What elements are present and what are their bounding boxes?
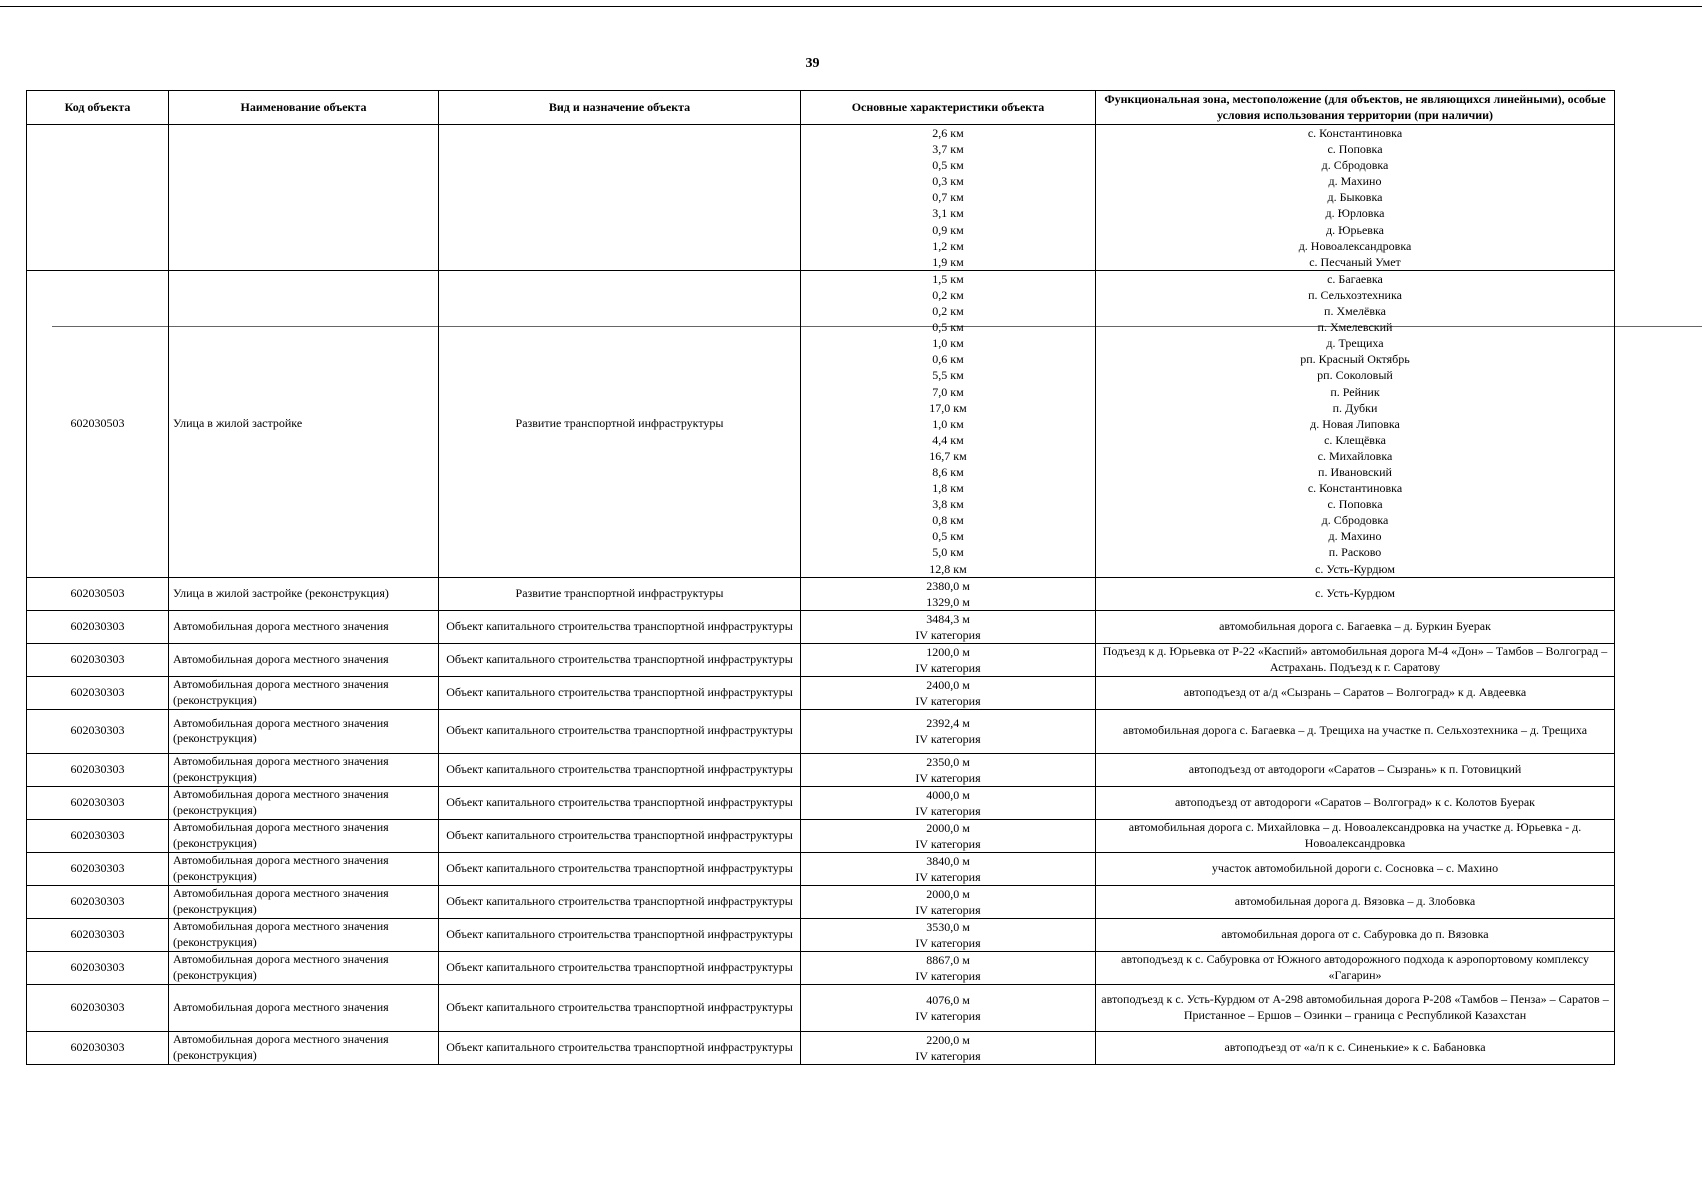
- place-item: д. Сбродовка: [1321, 158, 1389, 173]
- characteristics-cell: [801, 709, 1096, 753]
- table-row: [27, 709, 1615, 753]
- zone-cell: автомобильная дорога с. Багаевка – д. Трещиха на участке п. Сельхозтехника – д. Трещиха: [1096, 709, 1615, 753]
- table-row: [27, 819, 1615, 852]
- length-item: 3,8 км: [932, 497, 964, 512]
- table-row-continuation: [27, 125, 1615, 271]
- place-item: рп. Соколовый: [1317, 368, 1393, 383]
- place-item: п. Дубки: [1332, 400, 1378, 415]
- code-cell: 602030503: [27, 577, 169, 610]
- length-item: 1,0 км: [932, 416, 964, 431]
- place-item: п. Хмелевский: [1317, 320, 1393, 335]
- place-item: п. Хмелёвка: [1324, 304, 1386, 319]
- characteristic-line: IV категория: [915, 660, 981, 675]
- table-row: [27, 1031, 1615, 1064]
- length-item: 3,1 км: [932, 206, 964, 221]
- place-item: д. Махино: [1328, 529, 1382, 544]
- code-cell: 602030303: [27, 918, 169, 951]
- characteristic-line: IV категория: [915, 803, 981, 818]
- length-item: 5,0 км: [932, 545, 964, 560]
- table-row: [27, 676, 1615, 709]
- zone-cell: с. Усть-Курдюм: [1096, 577, 1615, 610]
- characteristic-line: 1200,0 м: [926, 644, 970, 659]
- length-item: 1,2 км: [932, 238, 964, 253]
- zone-cell: Подъезд к д. Юрьевка от Р-22 «Каспий» автомобильная дорога М-4 «Дон» – Тамбов – Волгоград – Астрахань. Подъезд к г. Саратову: [1096, 643, 1615, 676]
- length-item: 0,5 км: [932, 158, 964, 173]
- header-zone: Функциональная зона, местоположение (для объектов, не являющихся линейными), особые условия использования территории (при наличии): [1096, 91, 1615, 125]
- code-cell: 602030303: [27, 786, 169, 819]
- characteristics-cell: [801, 852, 1096, 885]
- characteristic-line: 3530,0 м: [926, 919, 970, 934]
- length-item: 12,8 км: [929, 561, 967, 576]
- place-item: д. Сбродовка: [1321, 513, 1389, 528]
- type-cell: Объект капитального строительства транспортной инфраструктуры: [439, 885, 801, 918]
- place-item: п. Расково: [1328, 545, 1382, 560]
- characteristic-line: 8867,0 м: [926, 952, 970, 967]
- code-cell: 602030303: [27, 819, 169, 852]
- zone-cell: автомобильная дорога от с. Сабуровка до п. Вязовка: [1096, 918, 1615, 951]
- characteristics-cell: [801, 918, 1096, 951]
- characteristic-line: 4076,0 м: [926, 992, 970, 1007]
- length-item: 7,0 км: [932, 384, 964, 399]
- length-item: 8,6 км: [932, 464, 964, 479]
- type-cell: Объект капитального строительства транспортной инфраструктуры: [439, 643, 801, 676]
- scan-edge-top: [0, 6, 1702, 7]
- characteristic-line: IV категория: [915, 627, 981, 642]
- characteristics-cell: [801, 643, 1096, 676]
- lengths-cell: [801, 270, 1096, 577]
- name-cell: Автомобильная дорога местного значения (реконструкция): [169, 676, 439, 709]
- type-cell: Развитие транспортной инфраструктуры: [439, 577, 801, 610]
- length-item: 1,5 км: [932, 271, 964, 286]
- type-cell: [439, 125, 801, 271]
- type-cell: Объект капитального строительства транспортной инфраструктуры: [439, 951, 801, 984]
- type-cell: Объект капитального строительства транспортной инфраструктуры: [439, 984, 801, 1031]
- code-cell: 602030303: [27, 643, 169, 676]
- length-item: 0,5 км: [932, 320, 964, 335]
- length-item: 2,6 км: [932, 126, 964, 140]
- characteristic-line: IV категория: [915, 869, 981, 884]
- code-cell: 602030303: [27, 1031, 169, 1064]
- zone-cell: автомобильная дорога д. Вязовка – д. Злобовка: [1096, 885, 1615, 918]
- length-item: 0,2 км: [932, 304, 964, 319]
- characteristics-cell: [801, 819, 1096, 852]
- characteristic-line: 2000,0 м: [926, 820, 970, 835]
- characteristics-cell: [801, 951, 1096, 984]
- characteristic-line: 2392,4 м: [926, 716, 970, 731]
- characteristic-line: IV категория: [915, 732, 981, 747]
- length-item: 5,5 км: [932, 368, 964, 383]
- zone-cell: автоподъезд к с. Сабуровка от Южного автодорожного подхода к аэропортовому комплексу «Гагарин»: [1096, 951, 1615, 984]
- header-characteristics: Основные характеристики объекта: [801, 91, 1096, 125]
- name-cell: Автомобильная дорога местного значения (реконструкция): [169, 709, 439, 753]
- name-cell: Автомобильная дорога местного значения (реконструкция): [169, 885, 439, 918]
- place-item: с. Усть-Курдюм: [1315, 561, 1395, 576]
- characteristic-line: IV категория: [915, 1048, 981, 1063]
- table-row: [27, 951, 1615, 984]
- place-item: с. Константиновка: [1307, 481, 1403, 496]
- characteristics-cell: [801, 885, 1096, 918]
- characteristics-cell: [801, 786, 1096, 819]
- code-cell: 602030303: [27, 676, 169, 709]
- characteristic-line: 1329,0 м: [926, 594, 970, 609]
- name-cell: Автомобильная дорога местного значения (реконструкция): [169, 786, 439, 819]
- name-cell: Автомобильная дорога местного значения (реконструкция): [169, 951, 439, 984]
- code-cell: 602030303: [27, 984, 169, 1031]
- length-item: 0,6 км: [932, 352, 964, 367]
- code-cell: 602030303: [27, 610, 169, 643]
- length-item: 16,7 км: [929, 448, 967, 463]
- characteristic-line: 3484,3 м: [926, 611, 970, 626]
- place-item: с. Поповка: [1327, 142, 1383, 157]
- name-cell: [169, 125, 439, 271]
- length-item: 0,5 км: [932, 529, 964, 544]
- characteristic-line: IV категория: [915, 968, 981, 983]
- length-item: 0,9 км: [932, 222, 964, 237]
- place-item: с. Багаевка: [1327, 271, 1383, 286]
- zone-cell: автоподъезд от автодороги «Саратов – Волгоград» к с. Колотов Буерак: [1096, 786, 1615, 819]
- type-cell: Объект капитального строительства транспортной инфраструктуры: [439, 852, 801, 885]
- type-cell: Объект капитального строительства транспортной инфраструктуры: [439, 1031, 801, 1064]
- table-row: [27, 984, 1615, 1031]
- name-cell: Улица в жилой застройке (реконструкция): [169, 577, 439, 610]
- table-row: [27, 643, 1615, 676]
- characteristic-line: IV категория: [915, 935, 981, 950]
- characteristic-line: 3840,0 м: [926, 853, 970, 868]
- characteristic-line: IV категория: [915, 836, 981, 851]
- type-cell: Объект капитального строительства транспортной инфраструктуры: [439, 709, 801, 753]
- place-item: д. Юрловка: [1325, 206, 1385, 221]
- type-cell: Объект капитального строительства транспортной инфраструктуры: [439, 918, 801, 951]
- table-row: [27, 885, 1615, 918]
- code-cell: 602030503: [27, 270, 169, 577]
- name-cell: Автомобильная дорога местного значения (реконструкция): [169, 918, 439, 951]
- length-item: 1,8 км: [932, 481, 964, 496]
- length-item: 0,3 км: [932, 174, 964, 189]
- length-item: 0,8 км: [932, 513, 964, 528]
- place-item: п. Рейник: [1330, 384, 1380, 399]
- characteristic-line: 2400,0 м: [926, 677, 970, 692]
- length-item: 3,7 км: [932, 142, 964, 157]
- place-item: с. Клещёвка: [1324, 432, 1386, 447]
- table-row-street-block: [27, 270, 1615, 577]
- table-row: [27, 577, 1615, 610]
- zone-cell: автомобильная дорога с. Багаевка – д. Буркин Буерак: [1096, 610, 1615, 643]
- code-cell: [27, 125, 169, 271]
- zone-cell: автоподъезд к с. Усть-Курдюм от А-298 автомобильная дорога Р-208 «Тамбов – Пенза» – Саратов – Пристанное – Ершов – Озинки – граница с Республикой Казахстан: [1096, 984, 1615, 1031]
- place-item: с. Поповка: [1327, 497, 1383, 512]
- name-cell: Автомобильная дорога местного значения (реконструкция): [169, 1031, 439, 1064]
- place-item: п. Сельхозтехника: [1308, 287, 1402, 302]
- table-row: [27, 786, 1615, 819]
- places-cell: [1096, 270, 1615, 577]
- characteristic-line: IV категория: [915, 1008, 981, 1023]
- header-type: Вид и назначение объекта: [439, 91, 801, 125]
- place-item: д. Новоалександровка: [1298, 238, 1412, 253]
- characteristics-cell: [801, 676, 1096, 709]
- header-name: Наименование объекта: [169, 91, 439, 125]
- table-row: [27, 918, 1615, 951]
- lengths-cell: [801, 125, 1096, 271]
- name-cell: Автомобильная дорога местного значения: [169, 610, 439, 643]
- name-cell: Автомобильная дорога местного значения (реконструкция): [169, 852, 439, 885]
- place-item: рп. Красный Октябрь: [1300, 352, 1410, 367]
- characteristic-line: IV категория: [915, 693, 981, 708]
- characteristic-line: 2350,0 м: [926, 754, 970, 769]
- type-cell: Объект капитального строительства транспортной инфраструктуры: [439, 786, 801, 819]
- place-item: д. Махино: [1328, 174, 1382, 189]
- code-cell: 602030303: [27, 951, 169, 984]
- zone-cell: автоподъезд от а/д «Сызрань – Саратов – Волгоград» к д. Авдеевка: [1096, 676, 1615, 709]
- characteristic-line: IV категория: [915, 902, 981, 917]
- header-code: Код объекта: [27, 91, 169, 125]
- zone-cell: автоподъезд от автодороги «Саратов – Сызрань» к п. Готовицкий: [1096, 753, 1615, 786]
- type-cell: Объект капитального строительства транспортной инфраструктуры: [439, 753, 801, 786]
- place-item: д. Быковка: [1327, 190, 1383, 205]
- length-item: 0,2 км: [932, 287, 964, 302]
- code-cell: 602030303: [27, 885, 169, 918]
- table-header-row: [27, 91, 1615, 125]
- type-cell: Объект капитального строительства транспортной инфраструктуры: [439, 819, 801, 852]
- characteristics-cell: [801, 753, 1096, 786]
- characteristics-cell: [801, 610, 1096, 643]
- table-row: [27, 852, 1615, 885]
- code-cell: 602030303: [27, 852, 169, 885]
- name-cell: Автомобильная дорога местного значения: [169, 643, 439, 676]
- table-row: [27, 753, 1615, 786]
- length-item: 1,9 км: [932, 254, 964, 269]
- zone-cell: участок автомобильной дороги с. Сосновка – с. Махино: [1096, 852, 1615, 885]
- zone-cell: автомобильная дорога с. Михайловка – д. Новоалександровка на участке д. Юрьевка - д. Новоалександровка: [1096, 819, 1615, 852]
- type-cell: Развитие транспортной инфраструктуры: [439, 270, 801, 577]
- characteristics-cell: [801, 1031, 1096, 1064]
- place-item: с. Константиновка: [1307, 126, 1403, 140]
- table-row: [27, 610, 1615, 643]
- name-cell: Автомобильная дорога местного значения (реконструкция): [169, 753, 439, 786]
- type-cell: Объект капитального строительства транспортной инфраструктуры: [439, 676, 801, 709]
- type-cell: Объект капитального строительства транспортной инфраструктуры: [439, 610, 801, 643]
- characteristics-cell: [801, 577, 1096, 610]
- name-cell: Автомобильная дорога местного значения: [169, 984, 439, 1031]
- page-number: 39: [805, 56, 820, 71]
- length-item: 4,4 км: [932, 432, 964, 447]
- objects-table: [26, 90, 1615, 1065]
- characteristic-line: 2000,0 м: [926, 886, 970, 901]
- length-item: 0,7 км: [932, 190, 964, 205]
- name-cell: Улица в жилой застройке: [169, 270, 439, 577]
- zone-cell: автоподъезд от «а/п к с. Синенькие» к с. Бабановка: [1096, 1031, 1615, 1064]
- place-item: д. Юрьевка: [1326, 222, 1384, 237]
- place-item: с. Песчаный Умет: [1309, 254, 1401, 269]
- characteristic-line: IV категория: [915, 770, 981, 785]
- places-cell: [1096, 125, 1615, 271]
- place-item: д. Трещиха: [1326, 336, 1384, 351]
- place-item: п. Ивановский: [1318, 464, 1392, 479]
- code-cell: 602030303: [27, 753, 169, 786]
- length-item: 1,0 км: [932, 336, 964, 351]
- characteristic-line: 4000,0 м: [926, 787, 970, 802]
- place-item: с. Михайловка: [1317, 448, 1393, 463]
- code-cell: 602030303: [27, 709, 169, 753]
- name-cell: Автомобильная дорога местного значения (реконструкция): [169, 819, 439, 852]
- length-item: 17,0 км: [929, 400, 967, 415]
- characteristic-line: 2380,0 м: [926, 578, 970, 593]
- characteristics-cell: [801, 984, 1096, 1031]
- place-item: д. Новая Липовка: [1310, 416, 1400, 431]
- characteristic-line: 2200,0 м: [926, 1032, 970, 1047]
